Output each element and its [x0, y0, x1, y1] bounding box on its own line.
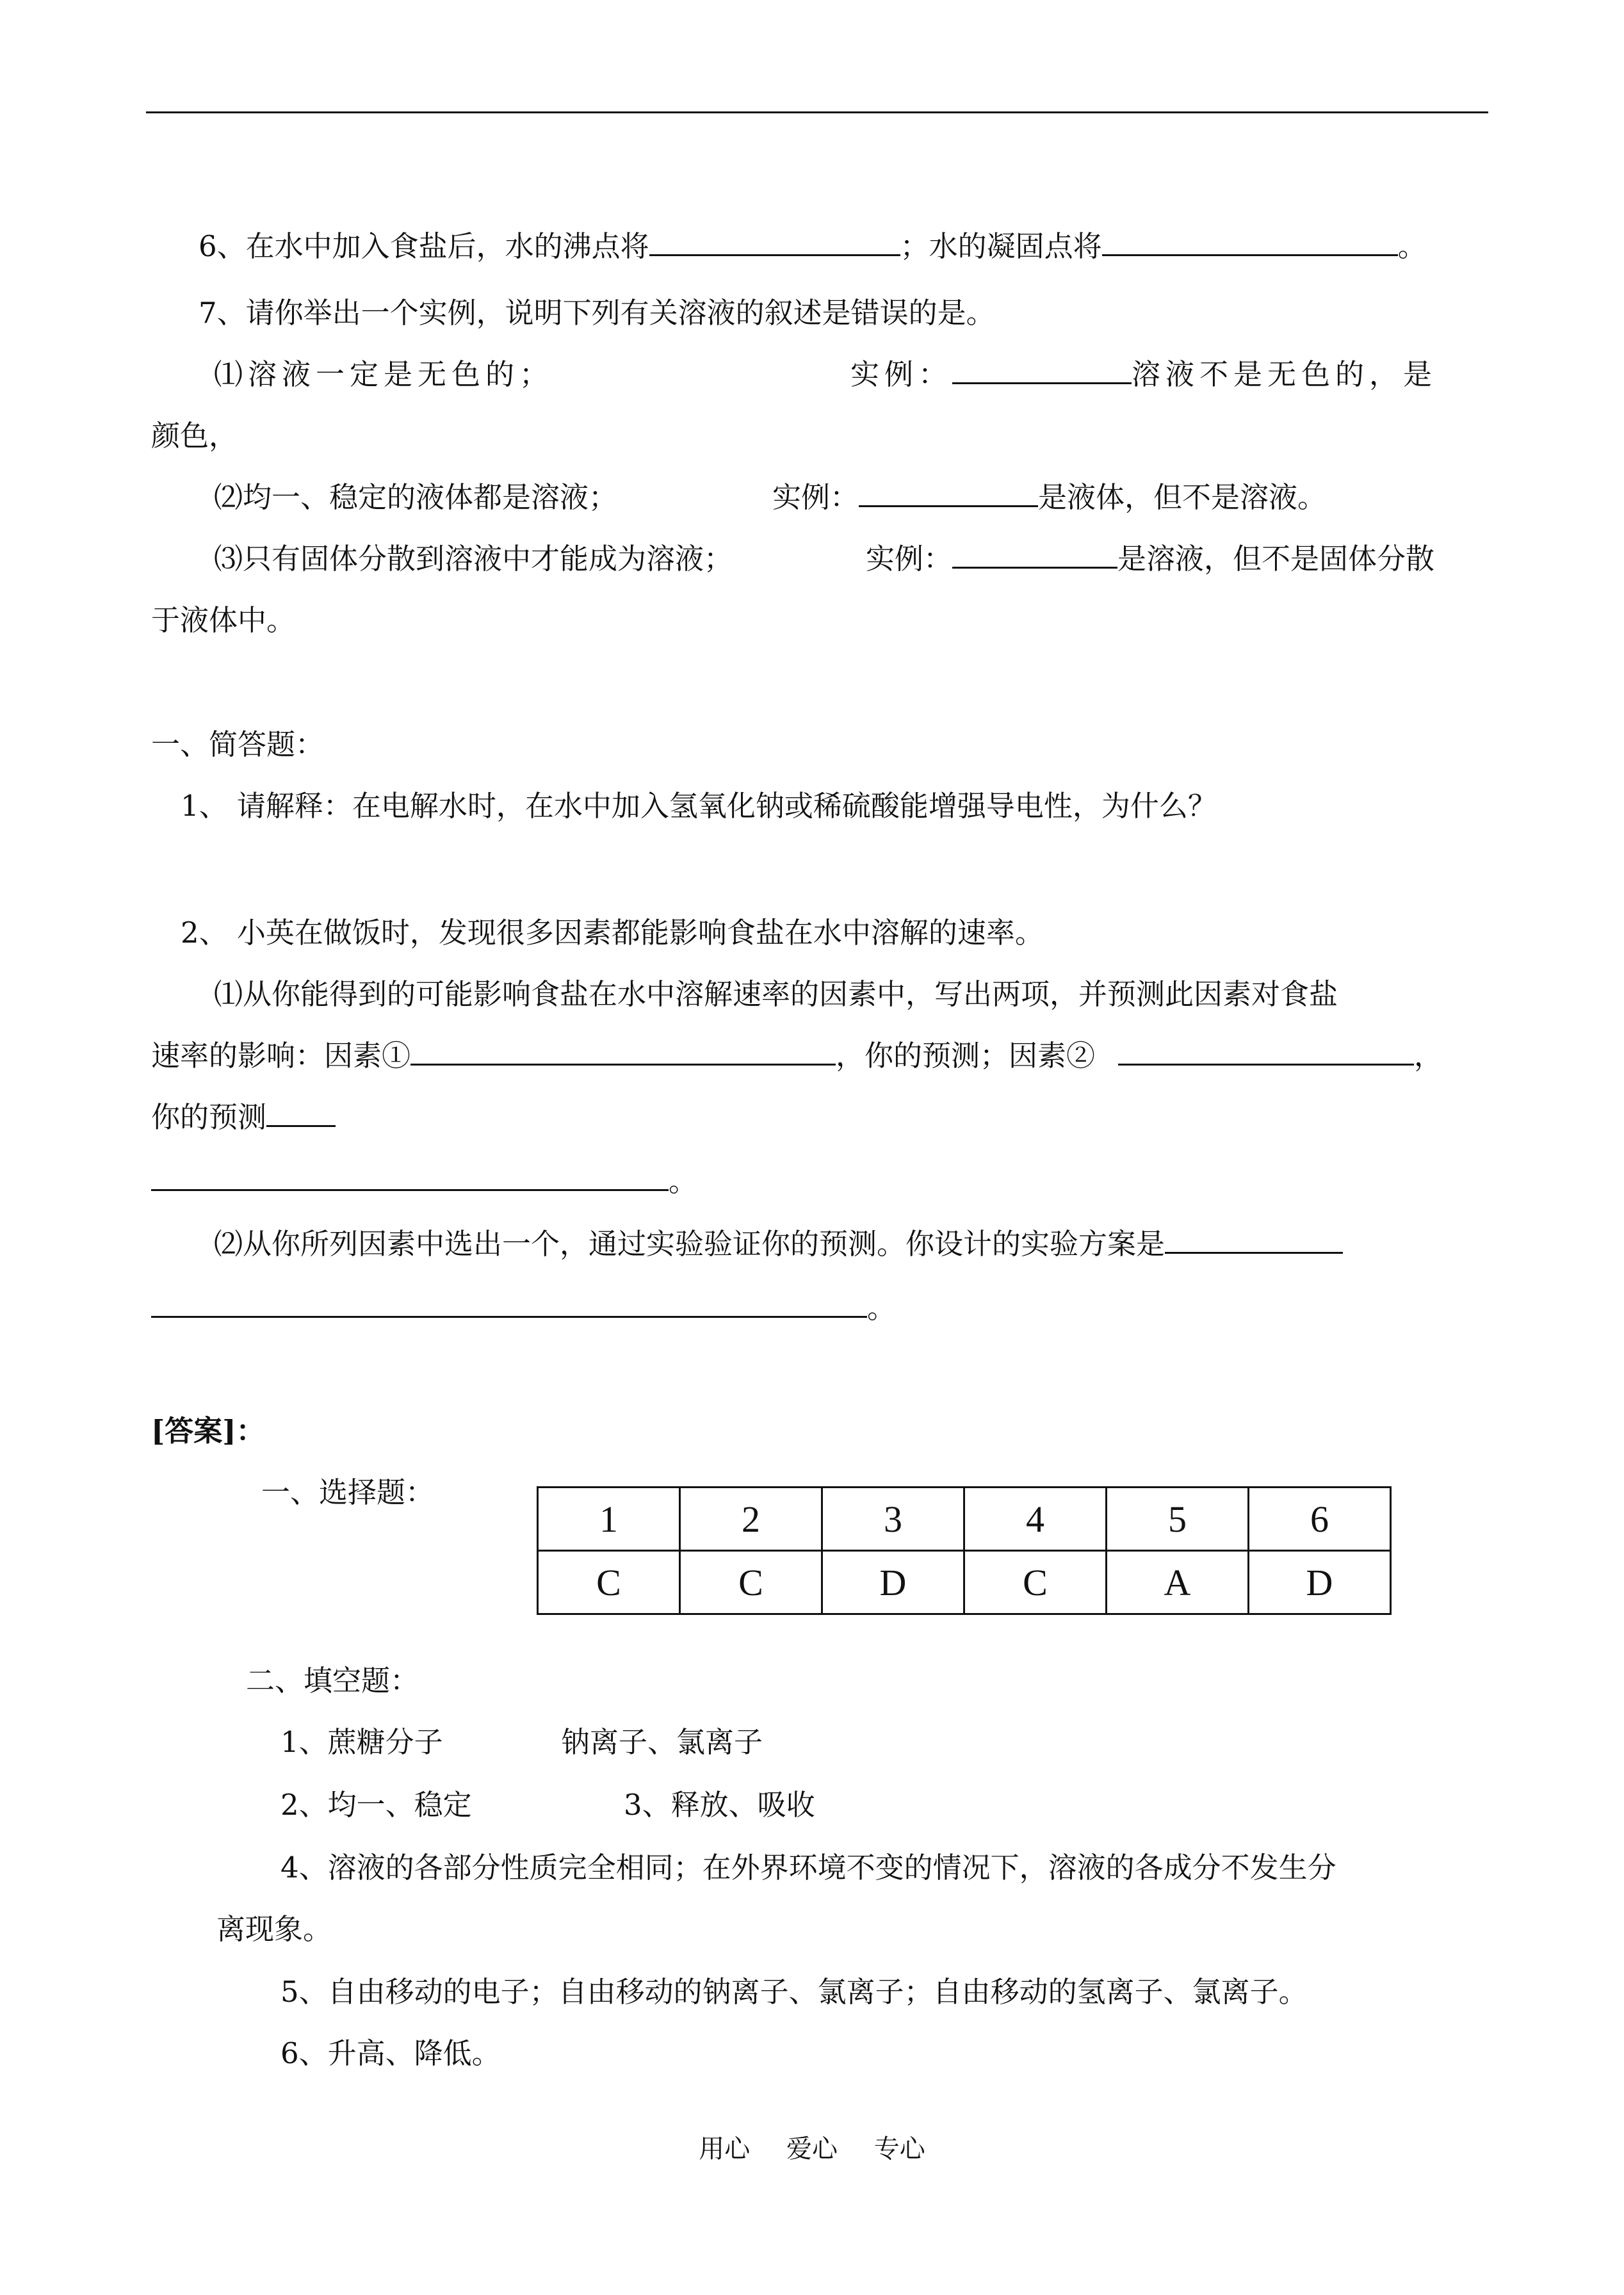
q2-part2-text: ⑵从你所列因素中选出一个，通过实验验证你的预测。你设计的实验方案是 [214, 1227, 1165, 1261]
q2-part1-line1: ⑴从你能得到的可能影响食盐在水中溶解速率的因素中，写出两项，并预测此因素对食盐 [214, 977, 1338, 1011]
q6-text-a: 6、在水中加入食盐后，水的沸点将 [199, 229, 649, 263]
q7-example-label-2: 实例： [772, 480, 859, 514]
answer-4-line2: 离现象。 [216, 1912, 332, 1946]
q7-example-label-3: 实例： [866, 542, 953, 576]
q2-line4-end: 。 [669, 1164, 698, 1198]
answer-3: 3、释放、吸收 [624, 1788, 815, 1822]
q2-part2-line2 [151, 1285, 896, 1326]
answer-table-answer: C [538, 1551, 680, 1614]
footer-item: 爱心 [786, 2134, 838, 2164]
q7-example-3 [866, 535, 1434, 577]
footer-item: 用心 [699, 2134, 751, 2164]
question-7-intro: 7、请你举出一个实例，说明下列有关溶液的叙述是错误的是。 [199, 296, 995, 330]
answer-table-answer: C [680, 1551, 822, 1614]
answer-4-line1: 4、溶液的各部分性质完全相同；在外界环境不变的情况下，溶液的各成分不发生分 [280, 1851, 1336, 1885]
short-answer-q1: 1、 请解释：在电解水时，在水中加入氢氧化钠或稀硫酸能增强导电性，为什么？ [181, 789, 1217, 823]
q6-blank-1[interactable] [649, 229, 900, 256]
q2-part2-line1 [214, 1220, 1343, 1262]
q7-example-label-1: 实例： [850, 357, 953, 391]
short-answer-q2-intro: 2、 小英在做饭时，发现很多因素都能影响食盐在水中溶解的速率。 [181, 916, 1044, 950]
answer-1-right: 钠离子、氯离子 [561, 1725, 763, 1759]
q2-prediction-label: 你的预测 [151, 1100, 267, 1134]
q7-cont-3: 于液体中。 [151, 603, 296, 637]
fill-answers-label: 二、填空题： [246, 1664, 419, 1698]
q2-part1-line4 [151, 1158, 697, 1199]
footer-item: 专心 [873, 2134, 925, 2164]
q7-blank-3[interactable] [952, 541, 1117, 569]
q7-blank-2[interactable] [859, 480, 1038, 507]
answer-table-number: 4 [964, 1488, 1107, 1551]
answer-table-answer: C [964, 1551, 1107, 1614]
q2-line2-comma: ， [1414, 1039, 1443, 1073]
q7-blank-1[interactable] [952, 357, 1132, 384]
q6-blank-2[interactable] [1102, 229, 1398, 256]
answers-heading: [答案]： [151, 1414, 265, 1448]
short-answer-heading: 一、简答题： [151, 727, 325, 761]
q2-prediction-blank-b[interactable] [151, 1164, 669, 1191]
question-6 [199, 223, 1427, 264]
q7-example-2 [772, 474, 1326, 515]
answer-table-answer: A [1107, 1551, 1249, 1614]
q2-factor1-blank[interactable] [410, 1038, 836, 1066]
answer-table-answer-row [538, 1551, 1391, 1614]
answer-table-number: 1 [538, 1488, 680, 1551]
q7-statement-2: ⑵均一、稳定的液体都是溶液； [214, 480, 618, 514]
answer-5: 5、自由移动的电子；自由移动的钠离子、氯离子；自由移动的氢离子、氯离子。 [280, 1975, 1308, 2009]
mc-label: 一、选择题： [261, 1475, 435, 1509]
answer-6: 6、升高、降低。 [280, 2036, 501, 2070]
q7-cont-1: 颜色， [151, 419, 238, 453]
answer-table-answer: D [822, 1551, 964, 1614]
q7-tail-1: 溶液不是无色的，是 [1132, 357, 1438, 391]
answer-1-left: 1、蔗糖分子 [280, 1725, 443, 1759]
q7-example-1 [850, 351, 1437, 393]
answer-table-header-row [538, 1488, 1391, 1551]
q2-plan-blank-a[interactable] [1165, 1226, 1343, 1254]
answer-table [537, 1486, 1392, 1615]
q7-tail-3: 是溶液，但不是固体分散 [1117, 542, 1435, 576]
answer-table-number: 2 [680, 1488, 822, 1551]
q7-statement-3: ⑶只有固体分散到溶液中才能成为溶液； [214, 542, 733, 576]
answer-table-number: 6 [1249, 1488, 1391, 1551]
q2-factor1-label: 速率的影响：因素① [151, 1039, 411, 1073]
q2-part1-line3 [151, 1094, 336, 1135]
q2-factor2-blank[interactable] [1118, 1038, 1414, 1066]
header-rule [146, 111, 1488, 113]
answer-2: 2、均一、稳定 [280, 1788, 472, 1822]
answer-table-answer: D [1249, 1551, 1391, 1614]
q2-prediction-blank-a[interactable] [266, 1099, 336, 1127]
answer-table-number: 5 [1107, 1488, 1249, 1551]
q7-statement-1: ⑴溶液一定是无色的； [214, 357, 554, 391]
q6-end: 。 [1397, 229, 1427, 263]
q2-part2-end: 。 [867, 1291, 897, 1325]
q2-plan-blank-b[interactable] [151, 1290, 867, 1318]
q2-part1-line2 [151, 1032, 1443, 1074]
q6-text-b: ；水的凝固点将 [900, 229, 1102, 263]
page-footer [0, 2129, 1624, 2165]
answer-table-number: 3 [822, 1488, 964, 1551]
q2-factor2-label: ，你的预测；因素② [836, 1039, 1096, 1073]
q7-tail-2: 是液体，但不是溶液。 [1038, 480, 1327, 514]
